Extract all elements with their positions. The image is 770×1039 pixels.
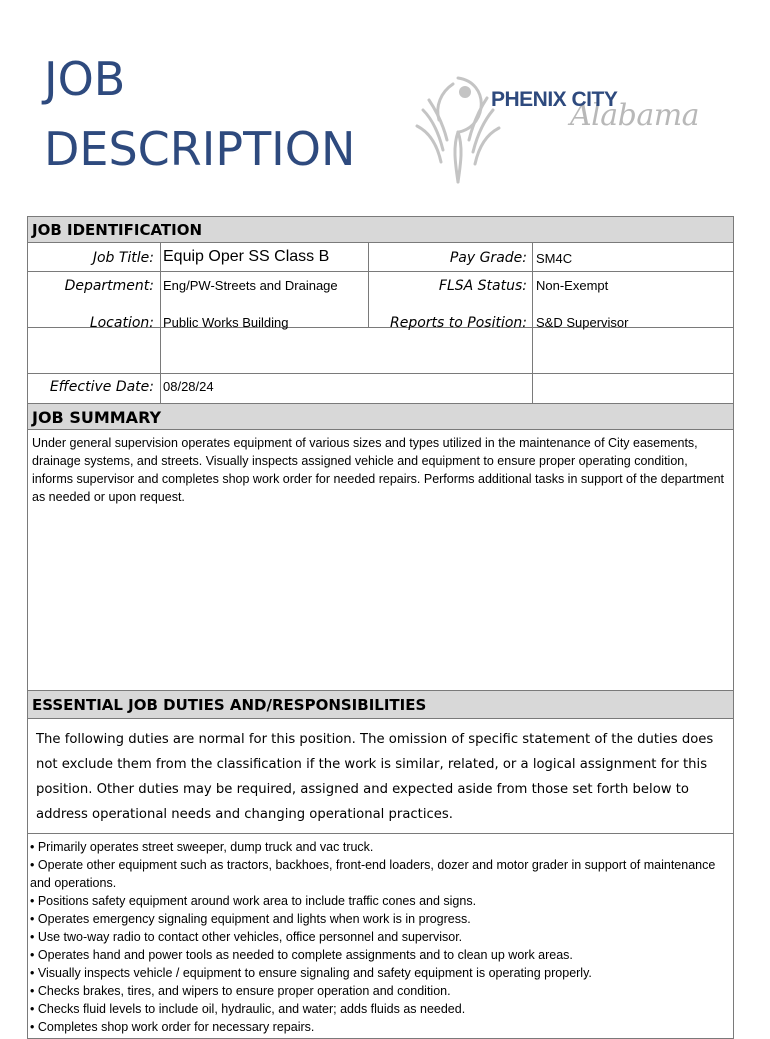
title-line-1: JOB [44,52,126,106]
list-item: • Completes shop work order for necessary repairs. [30,1020,315,1034]
location-value: Public Works Building [163,315,289,330]
page-title [44,44,355,184]
list-item: • Positions safety equipment around work area to include traffic cones and signs. [30,894,477,908]
list-item: • Visually inspects vehicle / equipment to ensure signaling and safety equipment is operating properly. [30,966,592,980]
department-label: Department: [64,278,154,294]
department-value: Eng/PW-Streets and Drainage [163,278,338,293]
job-description-form [27,216,734,1039]
job-identification-table [28,243,733,403]
logo-text: PHENIX CITY [491,88,618,111]
list-item: • Checks brakes, tires, and wipers to ensure proper operation and condition. [30,984,451,998]
list-item: • Operates emergency signaling equipment and lights when work is in progress. [30,912,471,926]
effective-date-value: 08/28/24 [163,379,214,394]
pay-grade-label: Pay Grade: [449,250,527,266]
phoenix-bird-icon [413,70,503,188]
effective-date-label: Effective Date: [49,379,154,395]
list-item: • Use two-way radio to contact other vehicles, office personnel and supervisor. [30,930,463,944]
city-logo [413,70,703,188]
job-summary-heading: JOB SUMMARY [28,403,733,430]
list-item: • Checks fluid levels to include oil, hydraulic, and water; adds fluids as needed. [30,1002,466,1016]
duties-intro-text: The following duties are normal for this position. The omission of specific statement of the duties does not exclude them from the classification if the work is similar, related, or a logical assignment for this position. Other duties may be required, assigned and expected aside from those set forth below to address operational needs and changing operational practices. [28,719,733,834]
list-item: • Operates hand and power tools as needed to complete assignments and to clean up work areas. [30,948,573,962]
title-line-2: DESCRIPTION [44,122,356,176]
flsa-status-value: Non-Exempt [536,278,609,293]
list-item: • Primarily operates street sweeper, dump truck and vac truck. [30,840,374,854]
job-summary-text: Under general supervision operates equipment of various sizes and types utilized in the maintenance of City easements, drainage systems, and streets. Visually inspects assigned vehicle and equipment to ensure proper operating condition, informs supervisor and completes shop work order for needed repairs. Performs additional tasks in support of the department as needed or upon request. [28,430,733,691]
job-identification-heading: JOB IDENTIFICATION [28,217,733,243]
duties-list [28,834,733,1038]
job-title-value: Equip Oper SS Class B [163,248,330,265]
flsa-status-label: FLSA Status: [438,278,527,294]
list-item: • Operate other equipment such as tractors, backhoes, front-end loaders, dozer and motor grader in support of maintenance and operations. [30,858,716,890]
reports-to-value: S&D Supervisor [536,315,629,330]
logo-script-text: Alabama [570,98,700,133]
reports-to-label: Reports to Position: [389,315,527,331]
pay-grade-value: SM4C [536,251,573,266]
job-title-label: Job Title: [92,250,154,266]
location-label: Location: [89,315,154,331]
duties-heading: ESSENTIAL JOB DUTIES AND/RESPONSIBILITIES [28,691,733,719]
